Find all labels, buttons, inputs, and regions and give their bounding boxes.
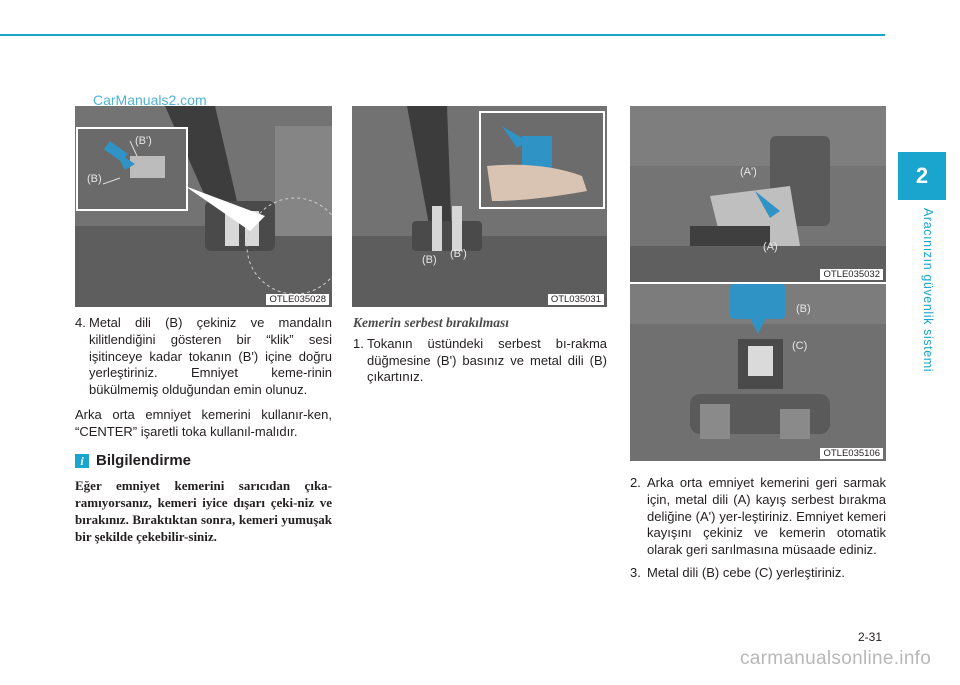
info-title: Bilgilendirme — [96, 451, 192, 469]
chapter-title — [920, 208, 936, 378]
top-rule — [0, 34, 885, 36]
step-3 — [630, 565, 886, 582]
step-3-number: 3. — [630, 564, 641, 580]
step-1 — [353, 336, 607, 386]
info-header — [75, 453, 332, 470]
release-heading: Kemerin serbest bırakılması — [353, 315, 510, 330]
figure-buckle-release — [352, 106, 607, 307]
chapter-title-text: Aracınızın güvenlik sistemi — [921, 208, 935, 373]
figure1-label-b: (B) — [87, 173, 102, 185]
figure4-label-c: (C) — [792, 340, 808, 352]
figure2-label-b: (B) — [422, 254, 437, 266]
column-middle — [353, 315, 607, 392]
figure-retract-belt-illustration — [630, 106, 886, 282]
page-number: 2-31 — [858, 630, 883, 644]
footer-site-watermark: carmanualsonline.info — [740, 648, 932, 669]
step-1-number: 1. — [353, 335, 364, 351]
figure2-label-bprime: (B') — [450, 248, 467, 260]
column-right — [630, 475, 886, 588]
figure2-code: OTL035031 — [548, 294, 604, 305]
figure3-code: OTLE035032 — [820, 269, 883, 280]
figure-buckle-insert-illustration — [75, 106, 332, 307]
step-1-text: Tokanın üstündeki serbest bı-rakma düğmesine (B') basınız ve metal dili (B) çıkartınız. — [367, 335, 607, 385]
step-2-text: Arka orta emniyet kemerini geri sarmak için, metal dili (A) kayış serbest bırakma deliğine (A') yer-leştiriniz. Emniyet kemeri kayışını çekiniz ve kemerin otomatik olarak geri sarılmasına müsaade ediniz. — [647, 475, 886, 558]
step-4-text: Metal dili (B) çekiniz ve mandalın kilitlendiğini gösteren bir “klik” sesi işitinceye kadar tokanın (B') içine doğru yerleştiriniz. Emniyet keme-rinin bükülmemiş olduğundan emin olunuz. — [89, 315, 332, 398]
figure3-label-aprime: (A') — [740, 166, 757, 178]
figure-buckle-insert — [75, 106, 332, 307]
figure1-code: OTLE035028 — [266, 294, 329, 305]
step-2 — [630, 475, 886, 559]
chapter-number-tab: 2 — [898, 152, 946, 200]
figure1-label-bprime: (B') — [135, 135, 152, 147]
figure4-code: OTLE035106 — [820, 448, 883, 459]
figure3-label-a: (A) — [763, 241, 778, 253]
step-3-text: Metal dili (B) cebe (C) yerleştiriniz. — [647, 564, 845, 580]
step-4-number: 4. — [75, 315, 86, 330]
figure-stow-tongue — [630, 284, 886, 461]
step-2-number: 2. — [630, 475, 641, 490]
info-body: Eğer emniyet kemerini sarıcıdan çıka-ramıyorsanız, kemeri iyice dışarı çeki-niz ve bırakınız. Bıraktıktan sonra, kemeri yumuşak bir şekilde çekebilir-siniz. — [75, 478, 332, 545]
figure-retract-belt — [630, 106, 886, 282]
figure-buckle-release-illustration — [352, 106, 607, 307]
step-4 — [75, 315, 332, 399]
info-icon: i — [75, 454, 89, 468]
column-left — [75, 315, 332, 545]
figure4-label-b: (B) — [796, 303, 811, 315]
center-buckle-note: Arka orta emniyet kemerini kullanır-ken, “CENTER” işaretli toka kullanıl-malıdır. — [75, 406, 332, 439]
watermark: CarManuals2.com — [93, 92, 207, 108]
figure-stow-tongue-illustration — [630, 284, 886, 461]
